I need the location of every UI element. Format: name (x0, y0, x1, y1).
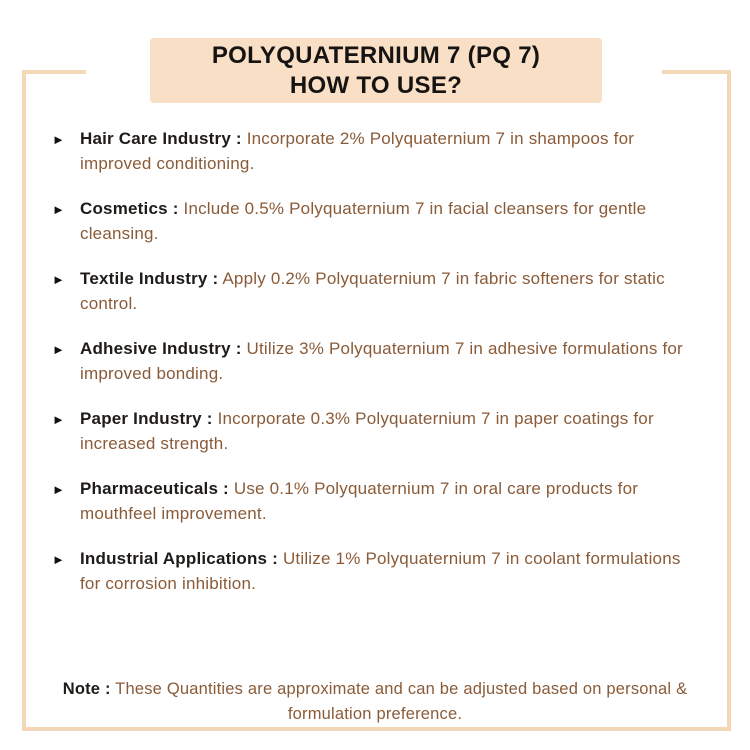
bottom-note (40, 677, 710, 727)
item-description: Incorporate 2% Polyquaternium 7 in shampoos for improved conditioning. (80, 129, 635, 173)
arrow-bullet-icon: ► (52, 132, 65, 147)
item-text (80, 266, 702, 316)
note-label: Note : (62, 680, 111, 698)
list-item (52, 126, 702, 176)
item-text (80, 406, 702, 456)
item-label: Paper Industry : (80, 409, 213, 428)
list-item (52, 266, 702, 316)
list-item (52, 546, 702, 596)
arrow-bullet-icon: ► (52, 342, 65, 357)
title-line-2: HOW TO USE? (289, 71, 463, 99)
arrow-bullet-icon: ► (52, 202, 65, 217)
item-label: Adhesive Industry : (80, 339, 242, 358)
item-description: Apply 0.2% Polyquaternium 7 in fabric softeners for static control. (80, 269, 665, 313)
item-text (80, 126, 702, 176)
item-description: Incorporate 0.3% Polyquaternium 7 in paper coatings for increased strength. (80, 409, 654, 453)
arrow-bullet-icon: ► (52, 272, 65, 287)
item-label: Cosmetics : (80, 199, 179, 218)
title-banner (150, 38, 602, 103)
item-label: Pharmaceuticals : (80, 479, 229, 498)
item-text (80, 196, 702, 246)
usage-list (52, 126, 702, 596)
note-text: These Quantities are approximate and can be adjusted based on personal & formulation preference. (115, 680, 688, 723)
item-label: Industrial Applications : (80, 549, 278, 568)
list-item (52, 476, 702, 526)
page-title (212, 41, 540, 101)
item-description: Utilize 1% Polyquaternium 7 in coolant formulations for corrosion inhibition. (80, 549, 681, 593)
item-label: Textile Industry : (80, 269, 219, 288)
list-item (52, 336, 702, 386)
item-description: Use 0.1% Polyquaternium 7 in oral care products for mouthfeel improvement. (80, 479, 639, 523)
item-description: Utilize 3% Polyquaternium 7 in adhesive formulations for improved bonding. (80, 339, 683, 383)
item-text (80, 546, 702, 596)
arrow-bullet-icon: ► (52, 552, 65, 567)
item-text (80, 476, 702, 526)
list-item (52, 406, 702, 456)
item-label: Hair Care Industry : (80, 129, 242, 148)
item-text (80, 336, 702, 386)
title-line-1: POLYQUATERNIUM 7 (PQ 7) (211, 41, 541, 69)
list-item (52, 196, 702, 246)
item-description: Include 0.5% Polyquaternium 7 in facial cleansers for gentle cleansing. (80, 199, 647, 243)
arrow-bullet-icon: ► (52, 482, 65, 497)
arrow-bullet-icon: ► (52, 412, 65, 427)
